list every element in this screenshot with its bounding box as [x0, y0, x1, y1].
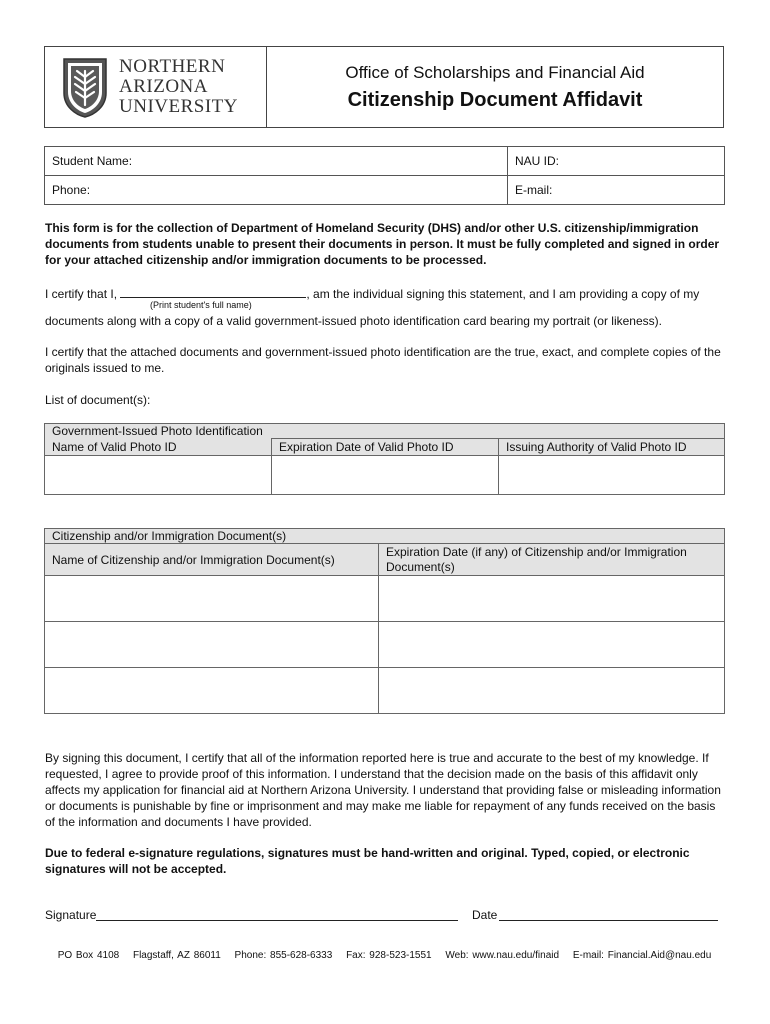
logo: [45, 47, 267, 127]
citizenship-table-title: Citizenship and/or Immigration Document(s): [45, 529, 725, 544]
citizenship-doc-expiration-cell[interactable]: [379, 668, 725, 714]
print-name-caption: (Print student's full name): [150, 300, 252, 310]
citizenship-doc-name-cell[interactable]: [45, 668, 379, 714]
phone-field[interactable]: [45, 176, 508, 205]
signature-label: Signature: [45, 908, 97, 922]
footer-web-link[interactable]: Web: www.nau.edu/finaid: [445, 950, 560, 961]
intro-text: This form is for the collection of Department of Homeland Security (DHS) and/or other U.S. citizenship/immigration documents from students unable to present their documents in person. It must be fully completed and signed in order for your attached citizenship and/or immigration documents to be processed.: [45, 221, 720, 267]
certify-before: I certify that I,: [45, 287, 118, 301]
photo-id-name-cell[interactable]: [45, 456, 272, 495]
phone-label: Phone:: [52, 183, 91, 197]
certify-statement-1-line2: documents along with a copy of a valid government-issued photo identification card bearing my portrait (or likeness).: [45, 314, 662, 328]
esign-notice: Due to federal e-signature regulations, signatures must be hand-written and original. Typed, copied, or electronic signatures will not be accepted.: [45, 846, 690, 876]
certify-after: , am the individual signing this statement, and I am providing a copy of my: [306, 287, 700, 301]
citizenship-doc-expiration-cell[interactable]: [379, 576, 725, 622]
logo-line-university: UNIVERSITY: [119, 96, 238, 117]
student-info-table: [44, 146, 725, 205]
footer-email-link[interactable]: E-mail: Financial.Aid@nau.edu: [572, 950, 712, 961]
list-of-documents-label: List of document(s):: [45, 393, 151, 407]
email-field[interactable]: [508, 176, 725, 205]
photo-id-col-expiration: Expiration Date of Valid Photo ID: [272, 439, 499, 456]
nau-shield-icon: [60, 55, 110, 119]
footer-city: Flagstaff, AZ 86011: [132, 950, 221, 961]
date-label: Date: [472, 908, 498, 922]
form-header: [44, 46, 724, 128]
photo-id-expiration-cell[interactable]: [272, 456, 499, 495]
citizenship-documents-table: [44, 528, 725, 714]
certify-statement-1: [45, 285, 725, 302]
student-name-field[interactable]: [45, 147, 508, 176]
student-name-label: Student Name:: [52, 154, 133, 168]
photo-id-col-name: Name of Valid Photo ID: [45, 439, 272, 456]
nau-id-label: NAU ID:: [515, 154, 560, 168]
certify-statement-2: I certify that the attached documents and government-issued photo identification are the true, exact, and complete copies of the originals issued to me.: [45, 345, 721, 375]
logo-line-arizona: ARIZONA: [119, 76, 208, 97]
footer-fax: Fax: 928-523-1551: [346, 950, 432, 961]
citizenship-doc-expiration-cell[interactable]: [379, 622, 725, 668]
photo-id-table-title: Government-Issued Photo Identification: [45, 424, 725, 439]
photo-id-col-authority: Issuing Authority of Valid Photo ID: [499, 439, 725, 456]
signing-statement: By signing this document, I certify that all of the information reported here is true and accurate to the best of my knowledge. If requested, I agree to provide proof of this information. I understand that the decision made on the basis of this affidavit only affects my application for financial aid at Northern Arizona University. I understand that providing false or misleading information or documents is punishable by fine or imprisonment and may make me liable for repayment of any funds received on the basis of the information and documents I have provided.: [45, 751, 721, 829]
office-title: Office of Scholarships and Financial Aid: [345, 63, 645, 82]
email-label: E-mail:: [515, 183, 553, 197]
page-title: Citizenship Document Affidavit: [347, 89, 643, 111]
citizenship-col-name: Name of Citizenship and/or Immigration Document(s): [45, 544, 379, 576]
logo-line-northern: NORTHERN: [119, 56, 226, 77]
student-full-name-line[interactable]: [120, 285, 306, 298]
footer-po-box: PO Box 4108: [57, 950, 120, 961]
citizenship-doc-name-cell[interactable]: [45, 576, 379, 622]
date-line[interactable]: [499, 920, 718, 921]
citizenship-col-expiration: Expiration Date (if any) of Citizenship and/or Immigration Document(s): [379, 544, 725, 576]
nau-id-field[interactable]: [508, 147, 725, 176]
footer: [44, 950, 725, 961]
footer-phone: Phone: 855-628-6333: [234, 950, 333, 961]
photo-id-authority-cell[interactable]: [499, 456, 725, 495]
photo-id-table: [44, 423, 725, 495]
citizenship-doc-name-cell[interactable]: [45, 622, 379, 668]
signature-line[interactable]: [96, 920, 458, 921]
